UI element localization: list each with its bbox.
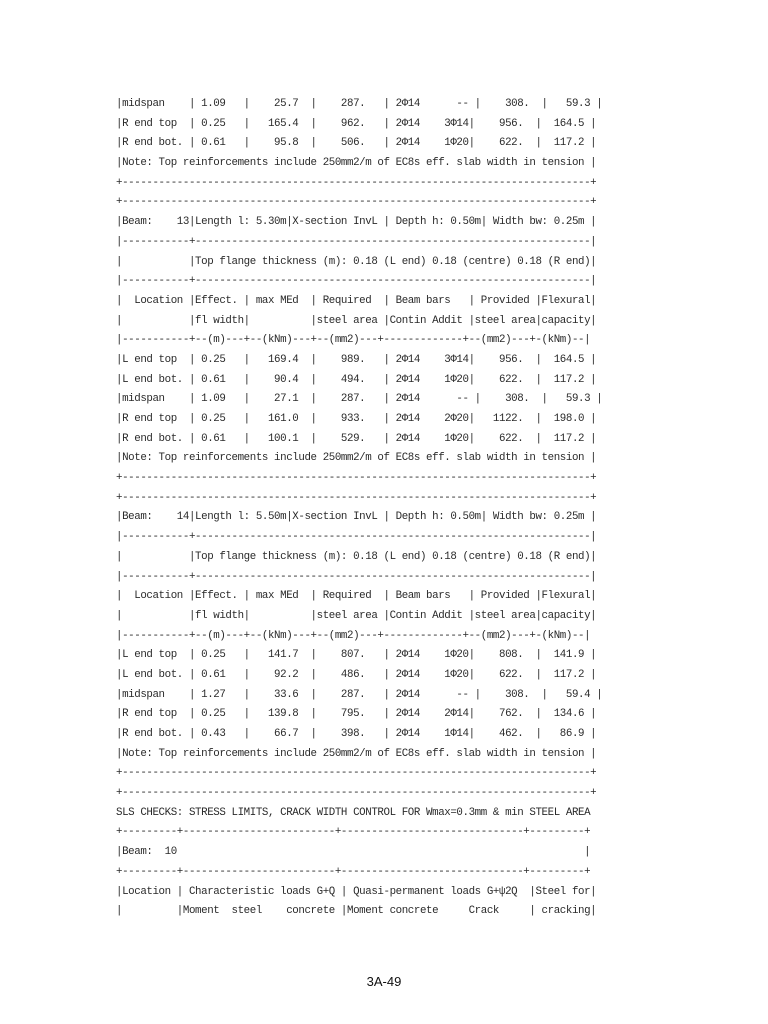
text-line-separator: |-----------+-----------------------------------------------------------------|	[116, 275, 597, 288]
text-line-border: +---------+-------------------------+------------------------------+---------+	[116, 865, 591, 878]
text-line-column-headers-2: | |fl width| |steel area |Contin Addit |steel area|capacity|	[116, 314, 597, 327]
text-line-sls-checks-title: SLS CHECKS: STRESS LIMITS, CRACK WIDTH CONTROL FOR Wmax=0.3mm & min STEEL AREA	[116, 806, 591, 819]
text-line-midspan-row: |midspan | 1.27 | 33.6 | 287. | 2Φ14 -- | 308. | 59.4 |	[116, 688, 603, 701]
text-line-r-end-top-row: |R end top | 0.25 | 165.4 | 962. | 2Φ14 3Φ14| 956. | 164.5 |	[116, 117, 597, 130]
text-line-midspan-row: |midspan | 1.09 | 25.7 | 287. | 2Φ14 -- | 308. | 59.3 |	[116, 98, 603, 110]
text-line-border: +-----------------------------------------------------------------------------+	[116, 491, 597, 504]
text-line-border: +-----------------------------------------------------------------------------+	[116, 767, 597, 780]
text-line-l-end-top-row: |L end top | 0.25 | 169.4 | 989. | 2Φ14 3Φ14| 956. | 164.5 |	[116, 353, 597, 366]
text-line-beam-13-header: |Beam: 13|Length l: 5.30m|X-section InvL | Depth h: 0.50m| Width bw: 0.25m |	[116, 216, 597, 229]
text-line-column-headers: | Location |Effect. | max MEd | Required | Beam bars | Provided |Flexural|	[116, 294, 597, 307]
text-line-column-headers: | Location |Effect. | max MEd | Required | Beam bars | Provided |Flexural|	[116, 590, 597, 603]
text-line-flange-thickness: | |Top flange thickness (m): 0.18 (L end) 0.18 (centre) 0.18 (R end)|	[116, 255, 597, 268]
text-line-beam-10-header: |Beam: 10 |	[116, 846, 591, 859]
text-line-border: +-----------------------------------------------------------------------------+	[116, 176, 597, 189]
text-line-note: |Note: Top reinforcements include 250mm2/m of EC8s eff. slab width in tension |	[116, 452, 597, 465]
text-line-separator: |-----------+-----------------------------------------------------------------|	[116, 570, 597, 583]
text-line-r-end-top-row: |R end top | 0.25 | 139.8 | 795. | 2Φ14 2Φ14| 762. | 134.6 |	[116, 708, 597, 721]
text-line-sls-column-headers: |Location | Characteristic loads G+Q | Quasi-permanent loads G+ψ2Q |Steel for|	[116, 885, 597, 898]
text-line-r-end-bot-row: |R end bot. | 0.61 | 100.1 | 529. | 2Φ14 1Φ20| 622. | 117.2 |	[116, 432, 597, 445]
text-line-r-end-bot-row: |R end bot. | 0.43 | 66.7 | 398. | 2Φ14 1Φ14| 462. | 86.9 |	[116, 728, 597, 740]
text-line-flange-thickness: | |Top flange thickness (m): 0.18 (L end) 0.18 (centre) 0.18 (R end)|	[116, 550, 597, 563]
text-line-l-end-bot-row: |L end bot. | 0.61 | 90.4 | 494. | 2Φ14 1Φ20| 622. | 117.2 |	[116, 373, 597, 386]
text-line-column-headers-2: | |fl width| |steel area |Contin Addit |steel area|capacity|	[116, 609, 597, 622]
text-line-sls-column-headers-2: | |Moment steel concrete |Moment concrete Crack | cracking|	[116, 905, 597, 918]
text-line-border: +---------+-------------------------+------------------------------+---------+	[116, 826, 591, 839]
text-line-separator: |-----------+-----------------------------------------------------------------|	[116, 235, 597, 248]
text-line-separator: |-----------+-----------------------------------------------------------------|	[116, 531, 597, 544]
text-line-r-end-top-row: |R end top | 0.25 | 161.0 | 933. | 2Φ14 2Φ20| 1122. | 198.0 |	[116, 413, 597, 425]
text-line-border: +-----------------------------------------------------------------------------+	[116, 472, 597, 485]
text-line-units-row: |-----------+--(m)---+--(kNm)---+--(mm2)---+-------------+--(mm2)---+-(kNm)--|	[116, 334, 591, 347]
text-line-l-end-top-row: |L end top | 0.25 | 141.7 | 807. | 2Φ14 1Φ20| 808. | 141.9 |	[116, 649, 597, 662]
text-line-l-end-bot-row: |L end bot. | 0.61 | 92.2 | 486. | 2Φ14 1Φ20| 622. | 117.2 |	[116, 668, 597, 681]
text-line-note: |Note: Top reinforcements include 250mm2/m of EC8s eff. slab width in tension |	[116, 747, 597, 760]
text-line-r-end-bot-row: |R end bot. | 0.61 | 95.8 | 506. | 2Φ14 1Φ20| 622. | 117.2 |	[116, 137, 597, 150]
structural-output-printout	[116, 95, 602, 922]
text-line-units-row: |-----------+--(m)---+--(kNm)---+--(mm2)---+-------------+--(mm2)---+-(kNm)--|	[116, 629, 591, 642]
text-line-border: +-----------------------------------------------------------------------------+	[116, 787, 597, 800]
text-line-midspan-row: |midspan | 1.09 | 27.1 | 287. | 2Φ14 -- | 308. | 59.3 |	[116, 393, 603, 406]
text-line-note: |Note: Top reinforcements include 250mm2/m of EC8s eff. slab width in tension |	[116, 157, 597, 170]
text-line-border: +-----------------------------------------------------------------------------+	[116, 196, 597, 209]
text-line-beam-14-header: |Beam: 14|Length l: 5.50m|X-section InvL | Depth h: 0.50m| Width bw: 0.25m |	[116, 511, 597, 524]
page-number: 3A-49	[366, 974, 402, 989]
